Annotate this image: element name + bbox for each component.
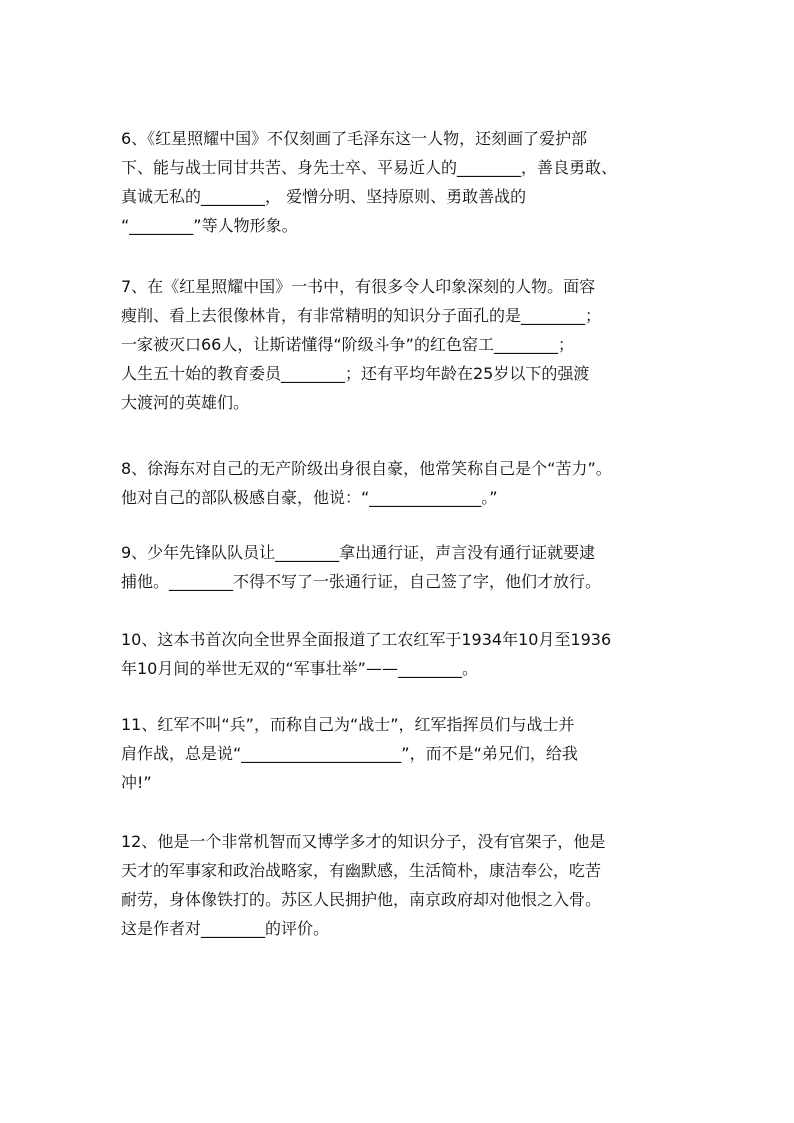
question-11-line-2: 肩作战，总是说“____________________”，而不是“弟兄们，给我 bbox=[121, 744, 578, 763]
question-10 bbox=[121, 625, 611, 683]
question-11 bbox=[121, 710, 578, 797]
question-6 bbox=[121, 124, 617, 240]
question-12-line-4: 这是作者对________的评价。 bbox=[121, 919, 330, 938]
question-9-line-1: 9、少年先锋队队员让________拿出通行证，声言没有通行证就要逮 bbox=[121, 543, 596, 562]
question-12-line-2: 天才的军事家和政治战略家，有幽默感，生活简朴，康洁奉公，吃苦 bbox=[121, 861, 602, 880]
question-6-line-1: 6、《红星照耀中国》不仅刻画了毛泽东这一人物，还刻画了爱护部 bbox=[121, 129, 588, 148]
question-9 bbox=[121, 538, 601, 596]
question-7-line-1: 7、在《红星照耀中国》一书中，有很多令人印象深刻的人物。面容 bbox=[121, 277, 596, 296]
question-6-line-4: “________”等人物形象。 bbox=[121, 216, 298, 235]
question-7-line-5: 大渡河的英雄们。 bbox=[121, 393, 250, 412]
question-8-line-1: 8、徐海东对自己的无产阶级出身很自豪，他常笑称自己是个“苦力”。 bbox=[121, 459, 612, 478]
question-10-line-2: 年10月间的举世无双的“军事壮举”——________。 bbox=[121, 659, 478, 678]
question-7-line-2: 瘦削、看上去很像林肯，有非常精明的知识分子面孔的是________； bbox=[121, 306, 602, 325]
question-8 bbox=[121, 454, 612, 512]
question-6-line-2: 下、能与战士同甘共苦、身先士卒、平易近人的________，善良勇敢、 bbox=[121, 158, 618, 177]
question-9-line-2: 捕他。________不得不写了一张通行证，自己签了字，他们才放行。 bbox=[121, 572, 602, 591]
question-7 bbox=[121, 272, 601, 417]
question-11-line-3: 冲!” bbox=[121, 773, 152, 792]
question-12 bbox=[121, 827, 605, 943]
question-7-line-4: 人生五十始的教育委员________；还有平均年龄在25岁以下的强渡 bbox=[121, 364, 590, 383]
question-6-line-3: 真诚无私的________， 爱憎分明、坚持原则、勇敢善战的 bbox=[121, 187, 527, 206]
question-7-line-3: 一家被灭口66人，让斯诺懂得“阶级斗争”的红色窑工________； bbox=[121, 335, 574, 354]
question-11-line-1: 11、红军不叫“兵”，而称自己为“战士”，红军指挥员们与战士并 bbox=[121, 715, 575, 734]
question-12-line-3: 耐劳，身体像铁打的。苏区人民拥护他，南京政府却对他恨之入骨。 bbox=[121, 890, 602, 909]
question-8-line-2: 他对自己的部队极感自豪，他说：“______________。” bbox=[121, 488, 498, 507]
question-12-line-1: 12、他是一个非常机智而又博学多才的知识分子，没有官架子，他是 bbox=[121, 832, 606, 851]
question-10-line-1: 10、这本书首次向全世界全面报道了工农红军于1934年10月至1936 bbox=[121, 630, 612, 649]
